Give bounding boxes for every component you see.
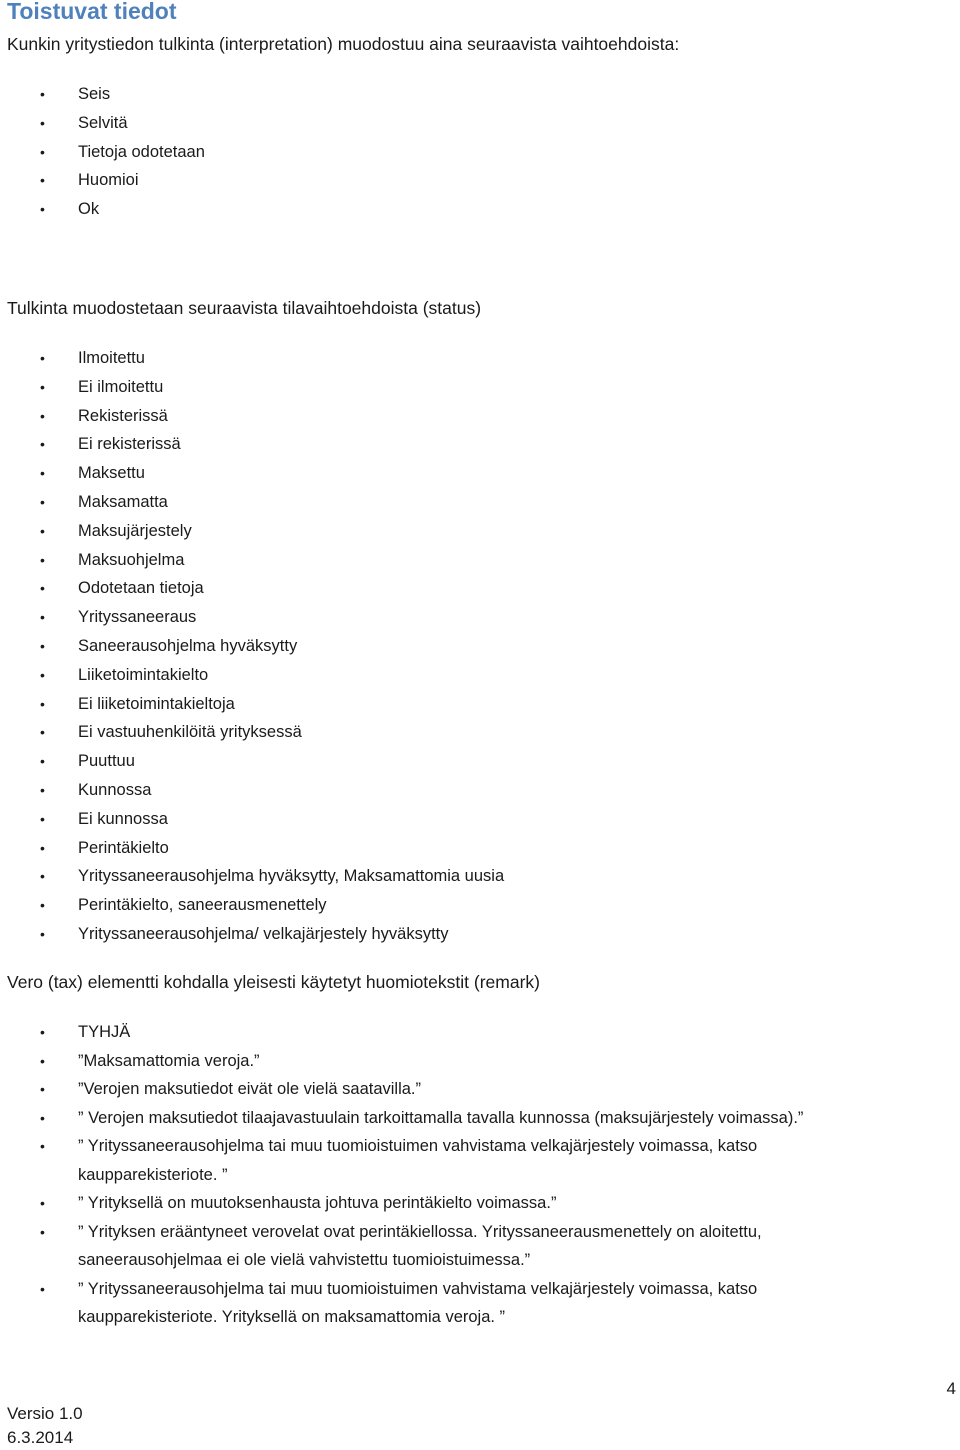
list-item-text: Maksuohjelma [78, 550, 185, 569]
bullet-icon: • [40, 609, 45, 626]
list-item-text: Maksettu [78, 464, 145, 483]
bullet-icon: • [40, 551, 45, 568]
remark-item [0, 1104, 920, 1133]
page-number: 4 [946, 1379, 956, 1398]
bullet-icon: • [40, 436, 45, 453]
interpretation-item [0, 138, 920, 167]
list-item-text: Perintäkielto, saneerausmenettely [78, 896, 327, 915]
footer-info [7, 1402, 83, 1450]
footer-version: Versio 1.0 [7, 1404, 83, 1423]
list-item-text: Kunnossa [78, 780, 152, 799]
bullet-icon: • [40, 114, 45, 131]
list-item-text: Ei kunnossa [78, 809, 168, 828]
bullet-icon: • [40, 1024, 45, 1040]
remark-item [0, 1047, 920, 1076]
list-item-text: Saneerausohjelma hyväksytty [78, 636, 298, 655]
status-intro-text: Tulkinta muodostetaan seuraavista tilavaihtoehdoista (status) [7, 298, 482, 318]
status-item [0, 517, 920, 546]
list-item-text: Yrityssaneerausohjelma hyväksytty, Maksamattomia uusia [78, 867, 505, 886]
bullet-icon: • [40, 753, 45, 770]
remark-item [0, 1275, 920, 1332]
list-item-text: kaupparekisteriote. Yrityksellä on maksamattomia veroja. ” [78, 1308, 506, 1326]
list-item-text: Seis [78, 85, 111, 103]
bullet-icon: • [40, 378, 45, 395]
bullet-icon: • [40, 143, 45, 160]
bullet-icon: • [40, 897, 45, 914]
list-item-text: Liiketoimintakielto [78, 665, 209, 684]
list-item-text: ” Verojen maksutiedot tilaajavastuulain tarkoittamalla tavalla kunnossa (maksujärjestely voimassa).” [78, 1108, 804, 1127]
list-item-text: kaupparekisteriote. ” [78, 1165, 228, 1184]
list-item-text: ” Yrityksen erääntyneet verovelat ovat perintäkiellossa. Yrityssaneerausmenettely on aloitettu, [78, 1222, 762, 1241]
status-list [0, 344, 920, 949]
remark-item [0, 1075, 920, 1104]
list-item-text: ”Maksamattomia veroja.” [78, 1051, 260, 1070]
intro-text: Kunkin yritystiedon tulkinta (interpretation) muodostuu aina seuraavista vaihtoehdoista: [7, 34, 680, 54]
bullet-icon: • [40, 1109, 45, 1126]
bullet-icon: • [40, 1195, 45, 1211]
list-item-text: saneerausohjelmaa ei ole vielä vahvistettu tuomioistuimessa.” [78, 1251, 531, 1269]
bullet-icon: • [40, 580, 45, 597]
interpretation-list [0, 80, 920, 224]
list-item-text: Ei ilmoitettu [78, 377, 164, 396]
status-item [0, 805, 920, 834]
bullet-icon: • [40, 1081, 45, 1097]
status-item [0, 344, 920, 373]
list-item-text: Tietoja odotetaan [78, 142, 205, 161]
remark-list [0, 1018, 920, 1332]
status-item [0, 690, 920, 719]
bullet-icon: • [40, 350, 45, 366]
list-item-text: Puuttuu [78, 752, 135, 771]
interpretation-item [0, 166, 920, 195]
bullet-icon: • [40, 465, 45, 482]
status-item [0, 402, 920, 431]
bullet-icon: • [40, 724, 45, 741]
status-item [0, 661, 920, 690]
bullet-icon: • [40, 522, 45, 539]
status-item [0, 862, 920, 891]
remark-item [0, 1189, 920, 1218]
list-item-text: ” Yrityssaneerausohjelma tai muu tuomioistuimen vahvistama velkajärjestely voimassa, katso [78, 1279, 758, 1298]
bullet-icon: • [40, 407, 45, 424]
bullet-icon: • [40, 810, 45, 827]
bullet-icon: • [40, 172, 45, 189]
list-item-text: TYHJÄ [78, 1023, 131, 1041]
bullet-icon: • [40, 666, 45, 683]
interpretation-item [0, 195, 920, 224]
bullet-icon: • [40, 1052, 45, 1069]
bullet-icon: • [40, 839, 45, 856]
footer-date: 6.3.2014 [7, 1428, 74, 1447]
status-item [0, 834, 920, 863]
status-item [0, 488, 920, 517]
list-item-text: ”Verojen maksutiedot eivät ole vielä saatavilla.” [78, 1080, 422, 1098]
list-item-text: Maksujärjestely [78, 521, 192, 540]
list-item-text: Odotetaan tietoja [78, 579, 204, 598]
bullet-icon: • [40, 493, 45, 510]
remark-item [0, 1018, 920, 1047]
status-item [0, 747, 920, 776]
bullet-icon: • [40, 868, 45, 885]
bullet-icon: • [40, 695, 45, 712]
list-item-text: ” Yrityksellä on muutoksenhausta johtuva perintäkielto voimassa.” [78, 1194, 557, 1212]
status-item [0, 891, 920, 920]
page-heading: Toistuvat tiedot [7, 0, 177, 24]
status-item [0, 920, 920, 949]
bullet-icon: • [40, 201, 45, 218]
status-item [0, 632, 920, 661]
status-item [0, 459, 920, 488]
list-item-text: Ei vastuuhenkilöitä yrityksessä [78, 723, 302, 742]
list-item-text: Yrityssaneeraus [78, 608, 197, 627]
list-item-text: Huomioi [78, 171, 139, 190]
list-item-text: Ilmoitettu [78, 349, 145, 367]
list-item-text: Ok [78, 200, 100, 219]
status-item [0, 718, 920, 747]
interpretation-item [0, 109, 920, 138]
bullet-icon: • [40, 1280, 45, 1297]
bullet-icon: • [40, 781, 45, 798]
status-item [0, 574, 920, 603]
bullet-icon: • [40, 637, 45, 654]
remark-item [0, 1132, 920, 1189]
status-item [0, 430, 920, 459]
status-item [0, 373, 920, 402]
list-item-text: Selvitä [78, 113, 128, 132]
bullet-icon: • [40, 1223, 45, 1240]
status-item [0, 776, 920, 805]
interpretation-item [0, 80, 920, 109]
list-item-text: Yrityssaneerausohjelma/ velkajärjestely hyväksytty [78, 924, 449, 943]
list-item-text: Rekisterissä [78, 406, 168, 425]
list-item-text: Perintäkielto [78, 838, 169, 857]
remark-intro-text: Vero (tax) elementti kohdalla yleisesti käytetyt huomiotekstit (remark) [7, 972, 540, 992]
bullet-icon: • [40, 925, 45, 942]
bullet-icon: • [40, 1138, 45, 1154]
list-item-text: Ei liiketoimintakieltoja [78, 694, 235, 713]
list-item-text: Maksamatta [78, 492, 168, 511]
status-item [0, 603, 920, 632]
list-item-text: Ei rekisterissä [78, 435, 181, 454]
bullet-icon: • [40, 86, 45, 102]
list-item-text: ” Yrityssaneerausohjelma tai muu tuomioistuimen vahvistama velkajärjestely voimassa, katso [78, 1137, 758, 1155]
status-item [0, 546, 920, 575]
remark-item [0, 1218, 920, 1275]
